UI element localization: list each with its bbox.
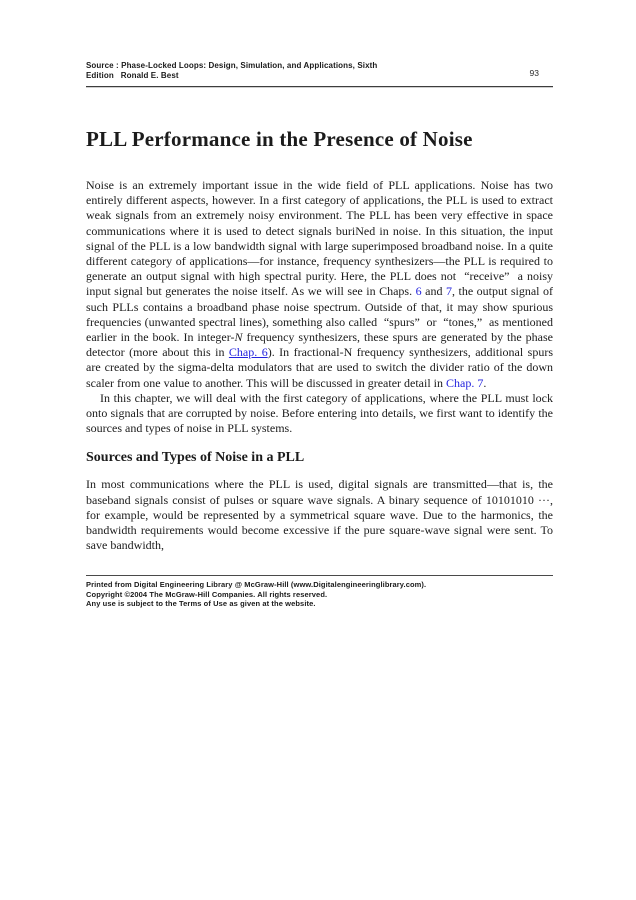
body-text-run: frequency synthesizers, these spurs are generated by the phase detector (more about this in [86,330,553,360]
footer-divider [86,575,553,576]
italic-variable: N [234,330,243,345]
chapter-link[interactable]: 7 [445,284,452,299]
section-heading: Sources and Types of Noise in a PLL [86,450,305,466]
paragraph-sources-of-noise: In most communications where the PLL is used, digital signals are transmitted—that is, the baseband signals consist of pulses or square wave signals. A binary sequence of 10101010 ···, for example, would be represented by a symmetrical square wave. Due to the harmonics, the bandwidth requirements would become excessive if the pure square-wave signal were sent. To save bandwidth, [86,477,553,553]
chapter-link[interactable]: Chap. 6 [228,345,268,360]
content-column [86,0,553,609]
footer-copyright: Copyright ©2004 The McGraw-Hill Companies. All rights reserved. [86,589,328,599]
body-text-run: ). In fractional-N frequency synthesizers, additional spurs are created by the sigma-delta modulators that are used to switch the divider ratio of the down scaler from one value to another. This will be discussed in greater detail in [86,345,553,390]
footer-terms: Any use is subject to the Terms of Use as given at the website. [86,599,316,609]
page-footer [86,580,553,609]
body-text-run: Noise is an extremely important issue in the wide field of PLL applications. Noise has two entirely different aspects, however. In a first category of applications, the PLL is used to extract weak signals from an extremely noisy environment. The PLL has been very effective in space communications where it is used to detect signals buriNed in noise. In this situation, the input signal of the PLL is a low bandwidth signal with large superimposed broadband noise. In a quite different category of applications—for instance, frequency synthesizers—the PLL is required to generate an output signal with high spectral purity. Here, the PLL does not “receive” a noisy input signal but generates the noise itself. As we will see in Chaps. [86,178,553,299]
source-citation [86,61,446,81]
paragraph-chapter-scope: In this chapter, we will deal with the first category of applications, where the PLL must lock onto signals that are corrupted by noise. Before entering into details, we first want to identify the sources and types of noise in PLL systems. [86,390,553,436]
paragraph-noise-intro [86,178,553,391]
body-text-run: , the output signal of such PLLs contains a broadband phase noise spectrum. Outside of that, it may show spurious frequencies (unwanted spectral lines), something also called “spurs” or “tones,” as mentioned earlier in the book. In integer- [86,284,554,345]
page-number: 93 [529,68,539,78]
source-citation-line2: Edition Ronald E. Best [86,71,179,80]
source-citation-line1: Source : Phase-Locked Loops: Design, Simulation, and Applications, Sixth [86,61,378,70]
header-divider [86,86,553,88]
body-text-run: and [421,284,446,299]
body-text-run: . [483,375,487,390]
chapter-link[interactable]: Chap. 7 [446,375,484,390]
chapter-title: PLL Performance in the Presence of Noise [86,127,473,151]
page-header [86,61,553,81]
footer-printed-from: Printed from Digital Engineering Library @ McGraw-Hill (www.Digitalengineeringlibrary.com). [86,580,427,590]
chapter-link[interactable]: 6 [415,284,422,299]
